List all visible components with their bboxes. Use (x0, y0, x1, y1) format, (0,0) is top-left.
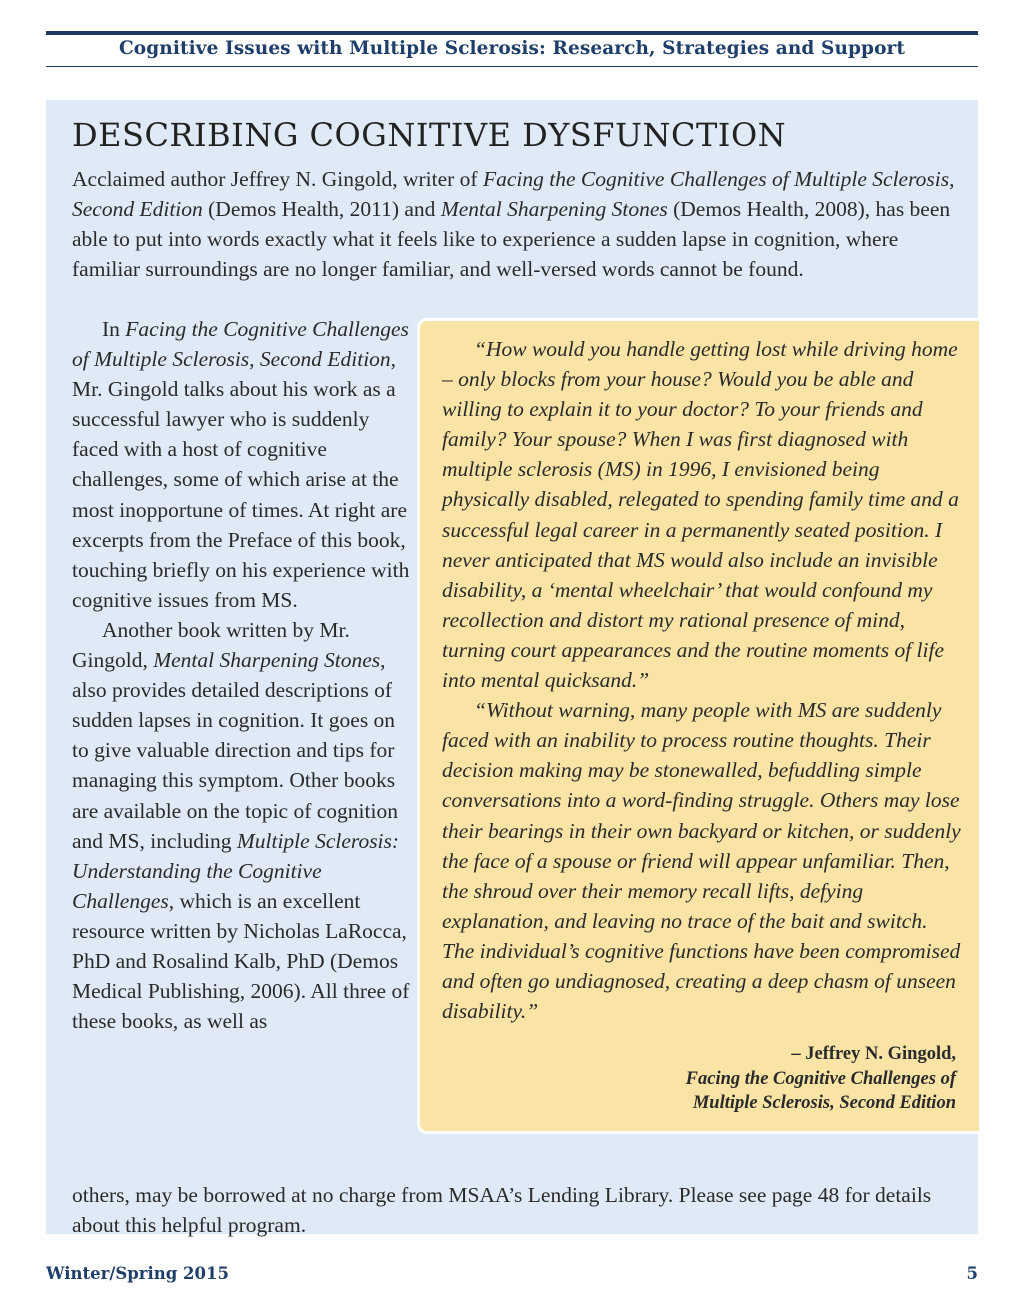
para3-book-title-1: Mental Sharpening Stones (153, 648, 381, 673)
header-top-rule (46, 31, 978, 35)
closing-text (72, 1158, 952, 1261)
attribution-author: – Jeffrey N. Gingold, (791, 1044, 956, 1064)
para3-book-title-2: Multiple Sclerosis: Understanding the Cognitive Challenges (72, 828, 400, 913)
footer-issue: Winter/Spring 2015 (46, 1264, 229, 1283)
lending-library-note: others, may be borrowed at no charge from MSAA’s Lending Library. Please see page 48 for details about this helpful program. (72, 1182, 932, 1237)
para3-text-2: , also provides detailed descriptions of sudden lapses in cognition. It goes on to give valuable direction and tips for managing this symptom. Other books are available on the topic of cognition and MS, including (72, 648, 398, 853)
intro-text-3: (Demos Health, 2008), has been able to put into words exactly what it feels like to experience a sudden lapse in cognition, where familiar surroundings are no longer familiar, and well-versed words cannot be found. (72, 197, 951, 282)
quote-paragraph-1: “How would you handle getting lost while driving home – only blocks from your house? Would you be able and willing to explain it to your doctor? To your friends and family? Your spouse? When I was first diagnosed with multiple sclerosis (MS) in 1996, I envisioned being physically disabled, relegated to spending family time and a successful legal career in a permanently seated position. I never anticipated that MS would also include an invisible disability, a ‘mental wheelchair’ that would confound my recollection and distort my rational presence of mind, turning court appearances and the routine moments of life into mental quicksand.” (442, 337, 959, 693)
attribution-source-1: Facing the Cognitive Challenges of (685, 1068, 956, 1089)
preface-excerpt (442, 334, 964, 1026)
attribution-source-2: Multiple Sclerosis, Second Edition (692, 1093, 956, 1113)
quote-paragraph-2: “Without warning, many people with MS are suddenly faced with an inability to process routine thoughts. Their decision making may be stonewalled, befuddling simple conversations into a word-finding struggle. Others may lose their bearings in their own backyard or kitchen, or suddenly the face of a spouse or friend will appear unfamiliar. Then, the shroud over their memory recall lifts, defying explanation, and leaving no trace of the bait and switch. The individual’s cognitive functions have been compromised and often go undiagnosed, creating a deep chasm of unseen disability.” (442, 698, 961, 1024)
header-bottom-rule (46, 66, 978, 67)
para3-text-3: , which is an excellent resource written by Nicholas LaRocca, PhD and Rosalind Kalb, PhD (Demos Medical Publishing, 2006). All three of these books, as well as (72, 888, 410, 1034)
left-column (72, 314, 417, 1036)
paragraph-facing (72, 314, 417, 615)
paragraph-other-books (72, 615, 417, 1036)
book-title-facing: Facing the Cognitive Challenges of Multiple Sclerosis, Second Edition (72, 167, 955, 222)
para2-book-title: Facing the Cognitive Challenges of Multiple Sclerosis, Second Edition (72, 317, 409, 372)
intro-text-1: Acclaimed author Jeffrey N. Gingold, writer of (72, 167, 483, 191)
para2-text-1: In (102, 317, 126, 341)
running-header-title: Cognitive Issues with Multiple Sclerosis: Research, Strategies and Support (118, 38, 906, 59)
article-heading: DESCRIBING COGNITIVE DYSFUNCTION (72, 116, 787, 154)
intro-text-2: (Demos Health, 2011) and (202, 197, 441, 222)
quote-attribution (686, 1042, 956, 1116)
para2-text-2: , Mr. Gingold talks about his work as a successful lawyer who is suddenly faced with a host of cognitive challenges, some of which arise at the most inopportune of times. At right are excerpts from the Preface of this book, touching briefly on his experience with cognitive issues from MS. (72, 347, 410, 612)
page-number: 5 (966, 1264, 978, 1283)
book-title-stones: Mental Sharpening Stones (440, 197, 668, 222)
para3-text-1: Another book written by Mr. Gingold, (72, 617, 350, 673)
intro-paragraph (72, 164, 967, 284)
